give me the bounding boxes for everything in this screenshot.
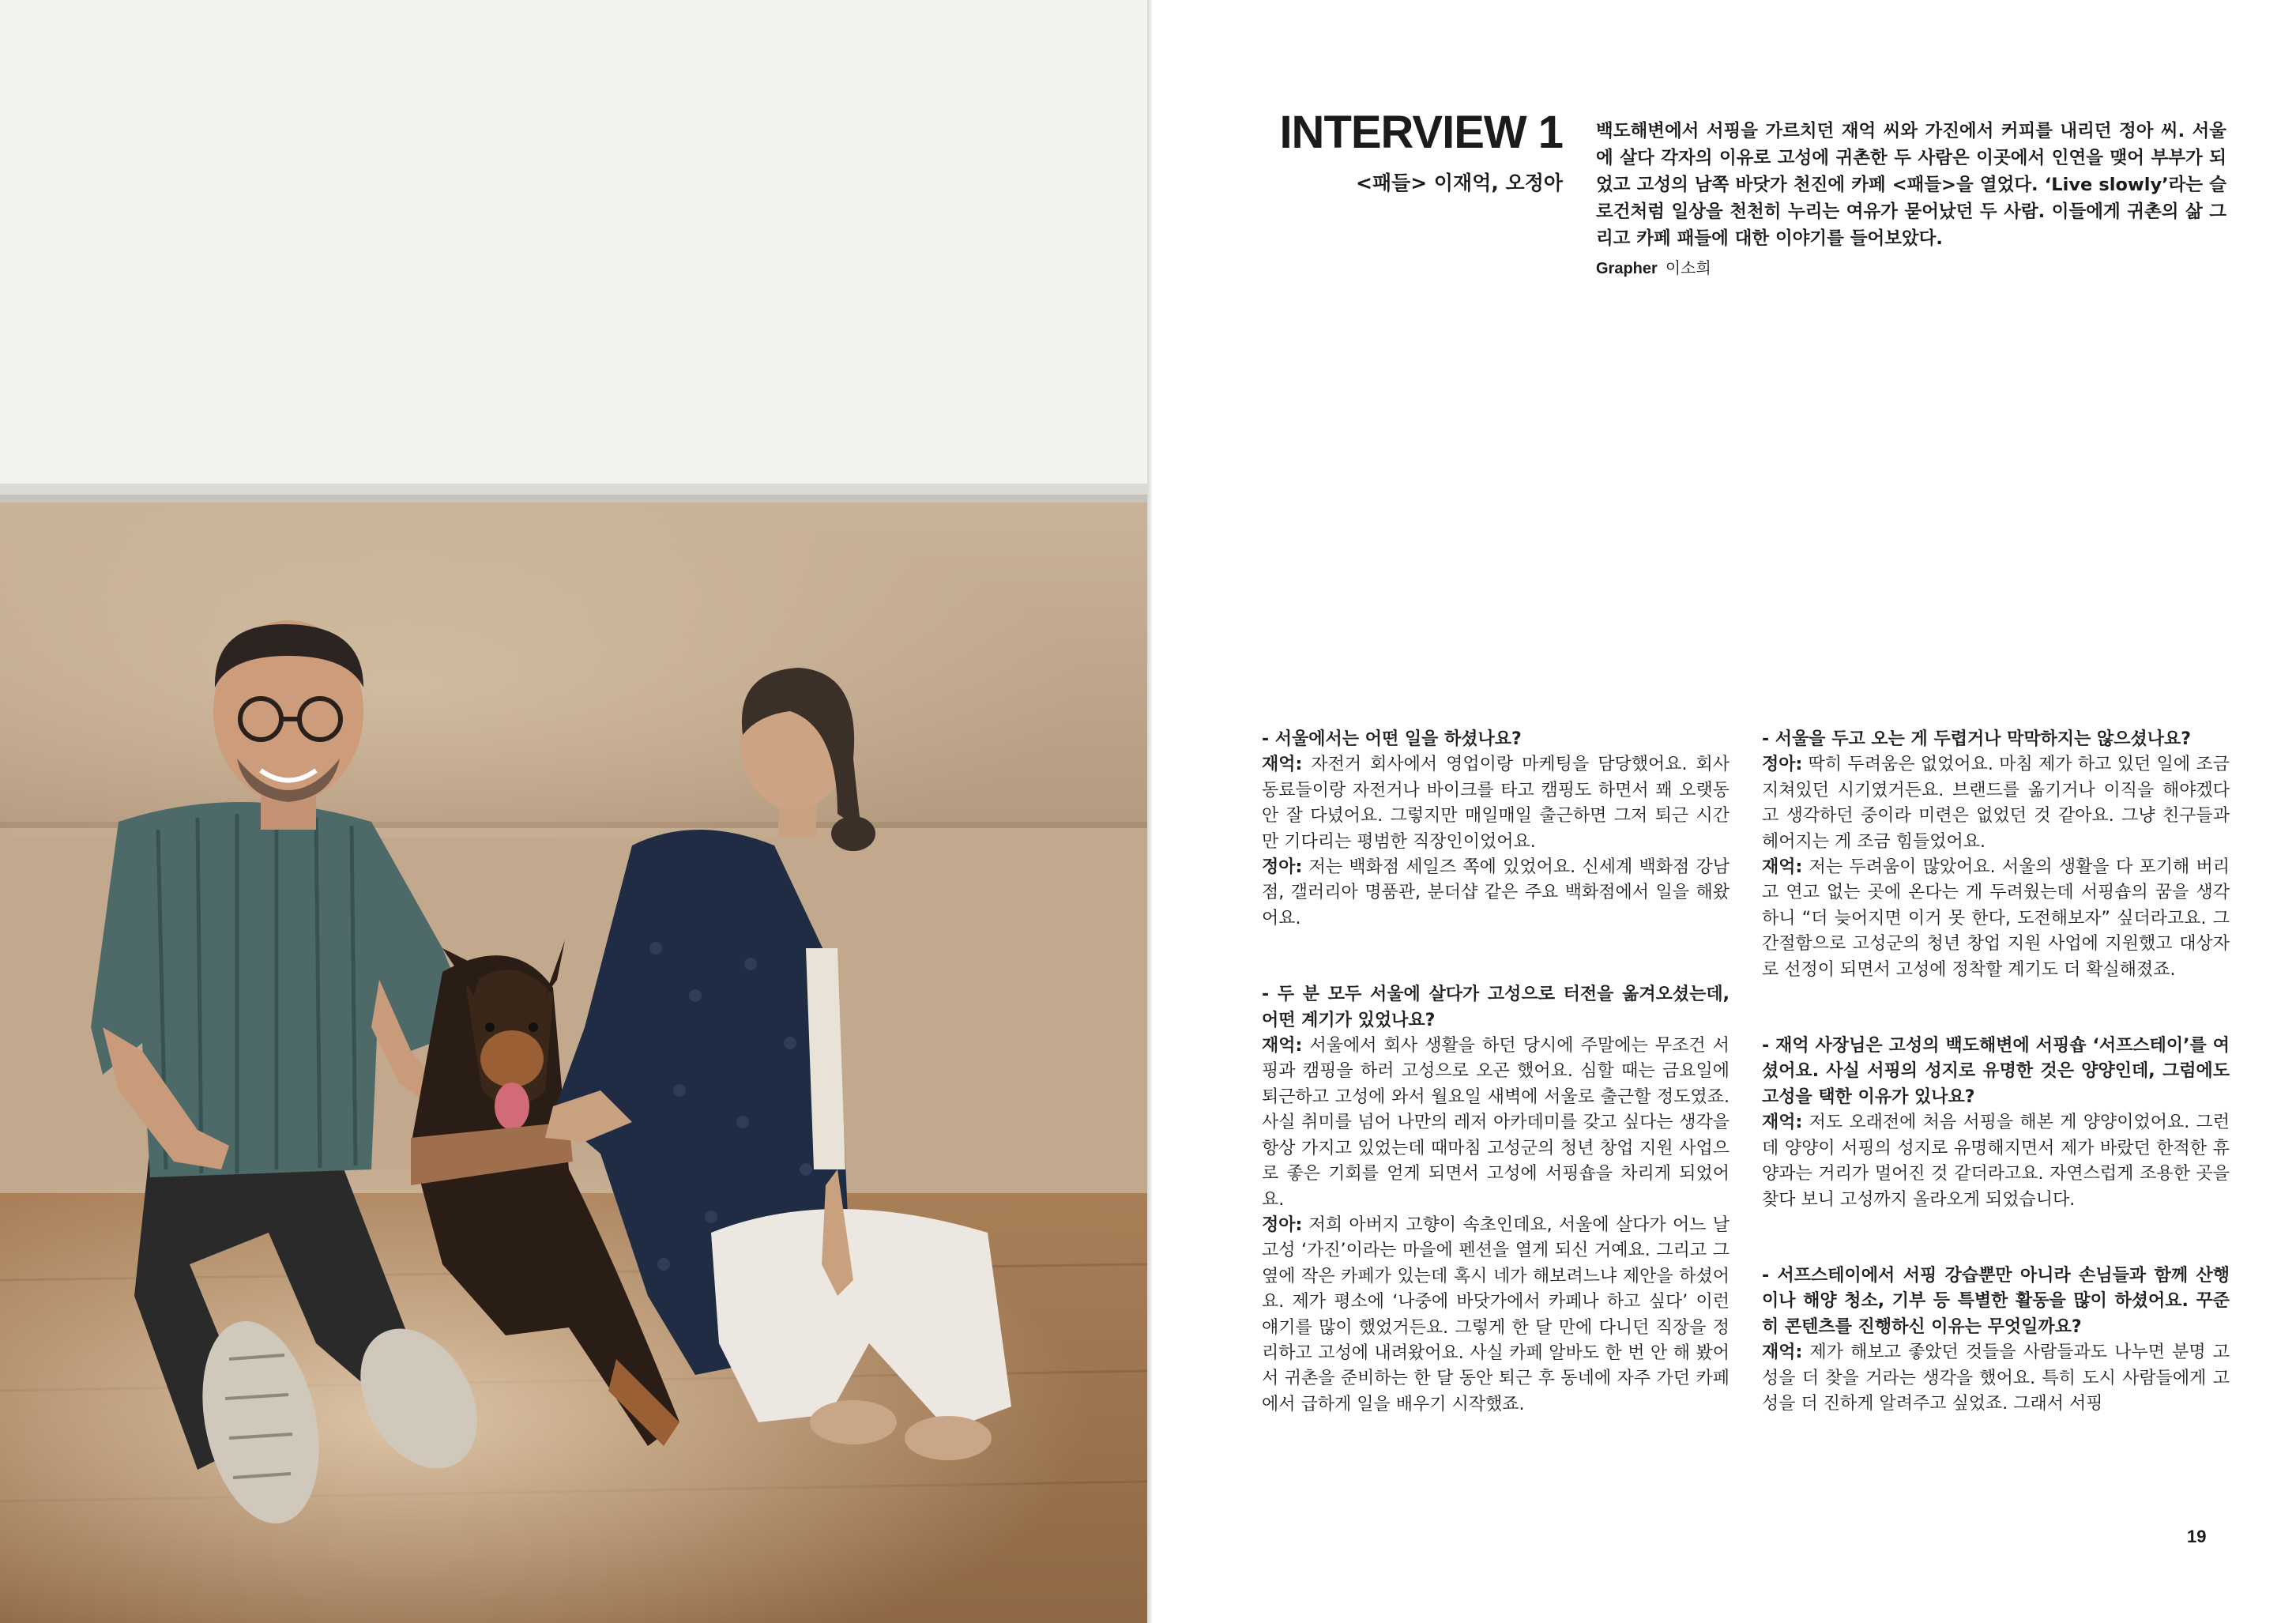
qa-block [1262, 727, 1730, 932]
cover-photo [0, 0, 1147, 1623]
question: - 두 분 모두 서울에 살다가 고성으로 터전을 옮겨오셨는데, 어떤 계기가 있었나요? [1262, 985, 1730, 1030]
speaker-label: 재억: [1762, 1113, 1803, 1133]
interview-column-left [1262, 727, 1730, 1468]
answer-text: 자전거 회사에서 영업이랑 마케팅을 담당했어요. 회사 동료들이랑 자전거나 바이크를 타고 캠핑도 하면서 꽤 오랫동안 잘 다녔어요. 그렇지만 매일매일 출근하면 그저 퇴근 시간만 기다리는 평범한 직장인이었어요. [1262, 755, 1730, 852]
interview-title: INTERVIEW 1 [1279, 107, 1563, 158]
question: - 서울을 두고 오는 게 두렵거나 막막하지는 않으셨나요? [1762, 729, 2192, 749]
speaker-label: 정아: [1262, 1214, 1303, 1235]
answer-text: 딱히 두려움은 없었어요. 마침 제가 하고 있던 일에 조금 지쳐있던 시기였거든요. 브랜드를 옮기거나 이직을 해야겠다고 생각하던 중이라 미련은 없었던 것 같아요. 그냥 친구들과 헤어지는 게 조금 힘들었어요. [1762, 755, 2230, 852]
answer-text: 저도 오래전에 처음 서핑을 해본 게 양양이었어요. 그런데 양양이 서핑의 성지로 유명해지면서 제가 바랐던 한적한 휴양과는 거리가 멀어진 것 같더라고요. 자연스럽게 조용한 곳을 찾다 보니 고성까지 올라오게 되었습니다. [1762, 1113, 2230, 1210]
answer [1262, 1034, 1730, 1213]
speaker-label: 정아: [1762, 755, 1803, 775]
credit-name: 이소희 [1665, 258, 1711, 277]
answer [1762, 855, 2230, 983]
interview-column-right [1762, 727, 2230, 1467]
interviewee-names: <패들> 이재억, 오정아 [1356, 171, 1563, 194]
speaker-label: 재억: [1262, 1036, 1303, 1056]
photo-couple-with-dog [0, 0, 1147, 1623]
answer [1262, 752, 1730, 855]
speaker-label: 재억: [1762, 1342, 1803, 1363]
answer [1262, 855, 1730, 932]
intro-paragraph: 백도해변에서 서핑을 가르치던 재억 씨와 가진에서 커피를 내리던 정아 씨. 서울에 살다 각자의 이유로 고성에 귀촌한 두 사람은 이곳에서 인연을 맺어 부부가 되었고 고성의 남쪽 바닷가 천진에 카페 <패들>을 열었다. ‘Live slowly’라는 슬로건처럼 일상을 천천히 누리는 여유가 묻어났던 두 사람. 이들에게 귀촌의 삶 그리고 카페 패들에 대한 이야기를 들어보았다. [1596, 120, 2226, 249]
qa-block [1262, 982, 1730, 1418]
answer-text: 저희 아버지 고향이 속초인데요, 서울에 살다가 어느 날 고성 ‘가진’이라는 마을에 펜션을 열게 되신 거예요. 그리고 그 옆에 작은 카페가 있는데 혹시 네가 해보려느냐 제안을 하셨어요. 제가 평소에 ‘나중에 바닷가에서 카페나 하고 싶다’ 이런 얘기를 많이 했었거든요. 그렇게 한 달 만에 다니던 직장을 정리하고 고성에 내려왔어요. 사실 카페 알바도 한 번 안 해 봤어서 귀촌을 준비하는 한 달 동안 퇴근 후 동네에 자주 가던 카페에서 급하게 일을 배우기 시작했죠. [1262, 1214, 1730, 1414]
answer [1262, 1213, 1730, 1418]
answer [1762, 1340, 2230, 1417]
question: - 재억 사장님은 고성의 백도해변에 서핑숍 ‘서프스테이’를 여셨어요. 사실 서핑의 성지로 유명한 것은 양양인데, 그럼에도 고성을 택한 이유가 있나요? [1762, 1036, 2230, 1107]
question: - 서울에서는 어떤 일을 하셨나요? [1262, 729, 1522, 749]
answer-text: 저는 백화점 세일즈 쪽에 있었어요. 신세계 백화점 강남점, 갤러리아 명품관, 분더샵 같은 주요 백화점에서 일을 해왔어요. [1262, 857, 1730, 928]
answer-text: 서울에서 회사 생활을 하던 당시에 주말에는 무조건 서핑과 캠핑을 하러 고성으로 오곤 했어요. 심할 때는 금요일에 퇴근하고 고성에 와서 월요일 새벽에 서울로 출근할 정도였죠. 사실 취미를 넘어 나만의 레저 아카데미를 갖고 싶다는 생각을 항상 가지고 있었는데 때마침 고성군의 청년 창업 지원 사업으로 좋은 기회를 얻게 되면서 고성에 서핑숍을 차리게 되었어요. [1262, 1036, 1730, 1210]
qa-block [1762, 1263, 2230, 1417]
question: - 서프스테이에서 서핑 강습뿐만 아니라 손님들과 함께 산행이나 해양 청소, 기부 등 특별한 활동을 많이 하셨어요. 꾸준히 콘텐츠를 진행하신 이유는 무엇일까요? [1762, 1265, 2230, 1337]
answer [1762, 752, 2230, 855]
credit-label: Grapher [1596, 260, 1658, 277]
answer [1762, 1110, 2230, 1213]
answer-text: 제가 해보고 좋았던 것들을 사람들과도 나누면 분명 고성을 더 찾을 거라는 생각을 했어요. 특히 도시 사람들에게 고성을 더 진하게 알려주고 싶었죠. 그래서 서핑 [1762, 1342, 2230, 1414]
answer-text: 저는 두려움이 많았어요. 서울의 생활을 다 포기해 버리고 연고 없는 곳에 온다는 게 두려웠는데 서핑숍의 꿈을 생각하니 “더 늦어지면 이거 못 한다, 도전해보자” 싶더라고요. 그 간절함으로 고성군의 청년 창업 지원 사업에 지원했고 대상자로 선정이 되면서 고성에 정착할 계기도 더 확실해졌죠. [1762, 857, 2230, 980]
qa-block [1762, 1034, 2230, 1213]
speaker-label: 정아: [1262, 857, 1303, 878]
qa-block [1762, 727, 2230, 983]
title-block [1263, 101, 1563, 199]
photo-credit [1596, 256, 1711, 281]
speaker-label: 재억: [1762, 857, 1803, 878]
page-number: 19 [2187, 1527, 2207, 1546]
speaker-label: 재억: [1262, 755, 1303, 775]
